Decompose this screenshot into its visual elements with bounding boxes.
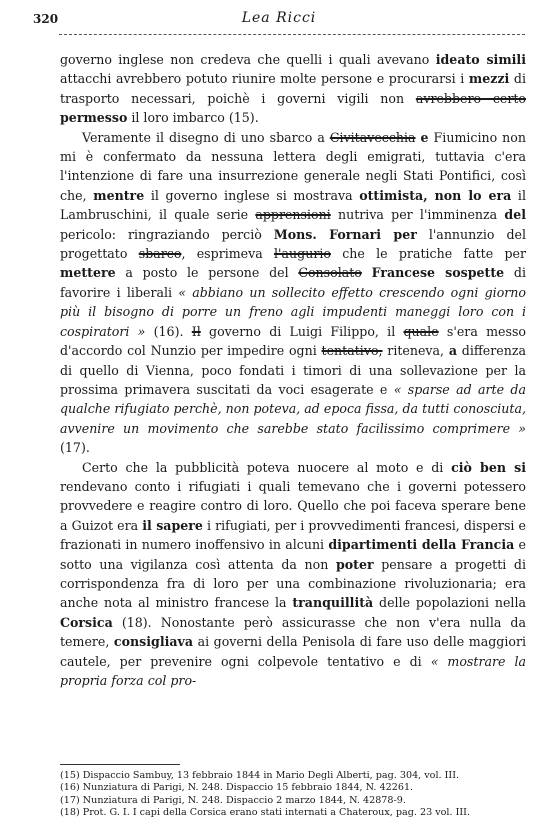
text-run: del xyxy=(504,207,526,223)
header-rule xyxy=(59,34,525,35)
text-run: il sapere xyxy=(142,517,203,533)
text-run: differenza di quello di Vienna, poco fondati i timori di una sollevazione per la prossima primavera suscitati da voci esagerate e xyxy=(60,343,526,397)
text-run: tranquillità xyxy=(292,595,374,611)
text-run: Mons. Fornari per xyxy=(273,226,417,242)
text-run: poter xyxy=(335,556,374,572)
page-number: 320 xyxy=(33,12,59,26)
text-run: avrebbero certo xyxy=(415,90,527,106)
text-run: sbarco xyxy=(138,246,182,262)
text-run: l'annunzio del progettato xyxy=(60,226,526,262)
text-run: pensare a progetti di corrispondenza fra di loro per una combinazione rivoluzionaria; era anche nota al ministro francese la xyxy=(60,556,526,611)
text-run: Civitavecchia xyxy=(329,129,416,145)
footnote-rule xyxy=(60,764,180,765)
text-run: il loro imbarco (15). xyxy=(127,110,259,126)
text-run: Il xyxy=(191,323,201,339)
text-run: ai governi della Penisola di fare uso delle maggiori cautele, per prevenire ogni colpevole tentativo e di xyxy=(60,634,526,669)
text-run: (17). xyxy=(60,440,90,456)
paragraph-1 xyxy=(60,50,526,128)
body-text xyxy=(60,50,526,690)
running-head: Lea Ricci xyxy=(241,10,317,26)
footnote-17: (17) Nunziatura di Parigi, N. 248. Dispaccio 2 marzo 1844, N. 42878-9. xyxy=(60,794,406,806)
text-run: tentativo, xyxy=(321,343,383,359)
text-run: governo inglese non credeva che quelli i quali avevano xyxy=(60,52,436,67)
text-run: Corsica xyxy=(60,614,113,630)
paragraph-3 xyxy=(60,458,526,691)
text-run: governo di Luigi Filippo, il xyxy=(200,323,404,339)
text-run: pericolo: ringraziando perciò xyxy=(60,226,274,242)
text-run: permesso xyxy=(60,110,128,126)
text-run: mezzi xyxy=(468,71,510,87)
text-run: « sparse ad arte da qualche rifugiato perchè, non poteva, ad epoca fissa, da tutti conosciuta, avvenire un movimento che sarebbe stato facilissimo comprimere » xyxy=(60,381,526,436)
text-run: s'era messo d'accordo col Nunzio per impedire ogni xyxy=(60,323,526,359)
text-run: (18). Nonostante però assicurasse che non v'era nulla da temere, xyxy=(60,614,526,650)
text-run: a posto le persone del xyxy=(115,265,299,281)
text-run: i rifugiati, per i provvedimenti francesi, dispersi e frazionati in numero inoffensivo in alcuni xyxy=(60,517,526,553)
text-run: che le pratiche fatte per xyxy=(330,246,526,262)
text-run: attacchi avrebbero potuto riunire molte persone e procurarsi i xyxy=(60,71,469,87)
text-run: delle popolazioni nella xyxy=(373,595,526,611)
text-run: ideato simili xyxy=(435,52,526,67)
text-run: nutriva per l'imminenza xyxy=(330,207,505,223)
text-run: il Lambruschini, il quale serie xyxy=(60,187,526,223)
text-run: , esprimeva xyxy=(181,246,275,262)
text-run: Consolato xyxy=(298,265,362,281)
text-run: consigliava xyxy=(113,634,194,650)
text-run: quale xyxy=(403,323,439,339)
text-run: Certo che la pubblicità poteva nuocere al moto e di xyxy=(82,459,452,475)
text-run: ottimista, non lo era xyxy=(359,187,512,203)
text-run: Francese sospette xyxy=(371,265,505,281)
text-run: e sotto una vigilanza così attenta da non xyxy=(60,537,526,572)
footnote-18: (18) Prot. G. I. I capi della Corsica erano stati internati a Chateroux, pag. 23 vol. III. xyxy=(60,806,471,818)
text-run: l'augurio xyxy=(274,246,331,262)
footnote-15: (15) Dispaccio Sambuy, 13 febbraio 1844 in Mario Degli Alberti, pag. 304, vol. III. xyxy=(60,770,460,781)
text-run: ciò ben si xyxy=(451,459,526,475)
text-run: riteneva, xyxy=(382,343,449,359)
text-run: mettere xyxy=(60,265,116,281)
text-run: mentre xyxy=(93,187,145,203)
footnotes xyxy=(60,770,526,819)
page-header xyxy=(33,10,525,32)
footnote-16: (16) Nunziatura di Parigi, N. 248. Dispaccio 15 febbraio 1844, N. 42261. xyxy=(60,782,414,794)
text-run: di favorire i liberali xyxy=(60,265,527,300)
text-run: rendevano conto i rifugiati i quali temevano che i governi potessero provvedere e reagire contro di loro. Quello che poi faceva sperare bene a Guizot era xyxy=(60,478,526,533)
text-run xyxy=(362,265,372,280)
text-run: Veramente il disegno di uno sbarco a xyxy=(82,129,330,145)
paragraph-2 xyxy=(60,128,526,458)
text-run: a xyxy=(448,343,457,359)
text-run: dipartimenti della Francia xyxy=(328,537,515,553)
text-run: « abbiano un sollecito effetto crescendo ogni giorno più il bisogno di porre un freno agli impudenti maneggi loro con i cospiratori » xyxy=(60,284,526,339)
text-run: apprensioni xyxy=(255,207,331,223)
text-run: di trasporto necessari, poichè i governi vigili non xyxy=(60,71,527,106)
text-run: « mostrare la propria forza col pro- xyxy=(60,653,527,688)
text-run: il governo inglese si mostrava xyxy=(144,187,360,203)
text-run: Fiumicino non mi è confermato da nessuna lettera degli emigrati, tuttavia c'era l'intenzione di fare una insurrezione generale negli Stati Pontifici, così che, xyxy=(60,129,526,203)
text-run: (16). xyxy=(145,323,192,339)
text-run: e xyxy=(420,129,429,145)
